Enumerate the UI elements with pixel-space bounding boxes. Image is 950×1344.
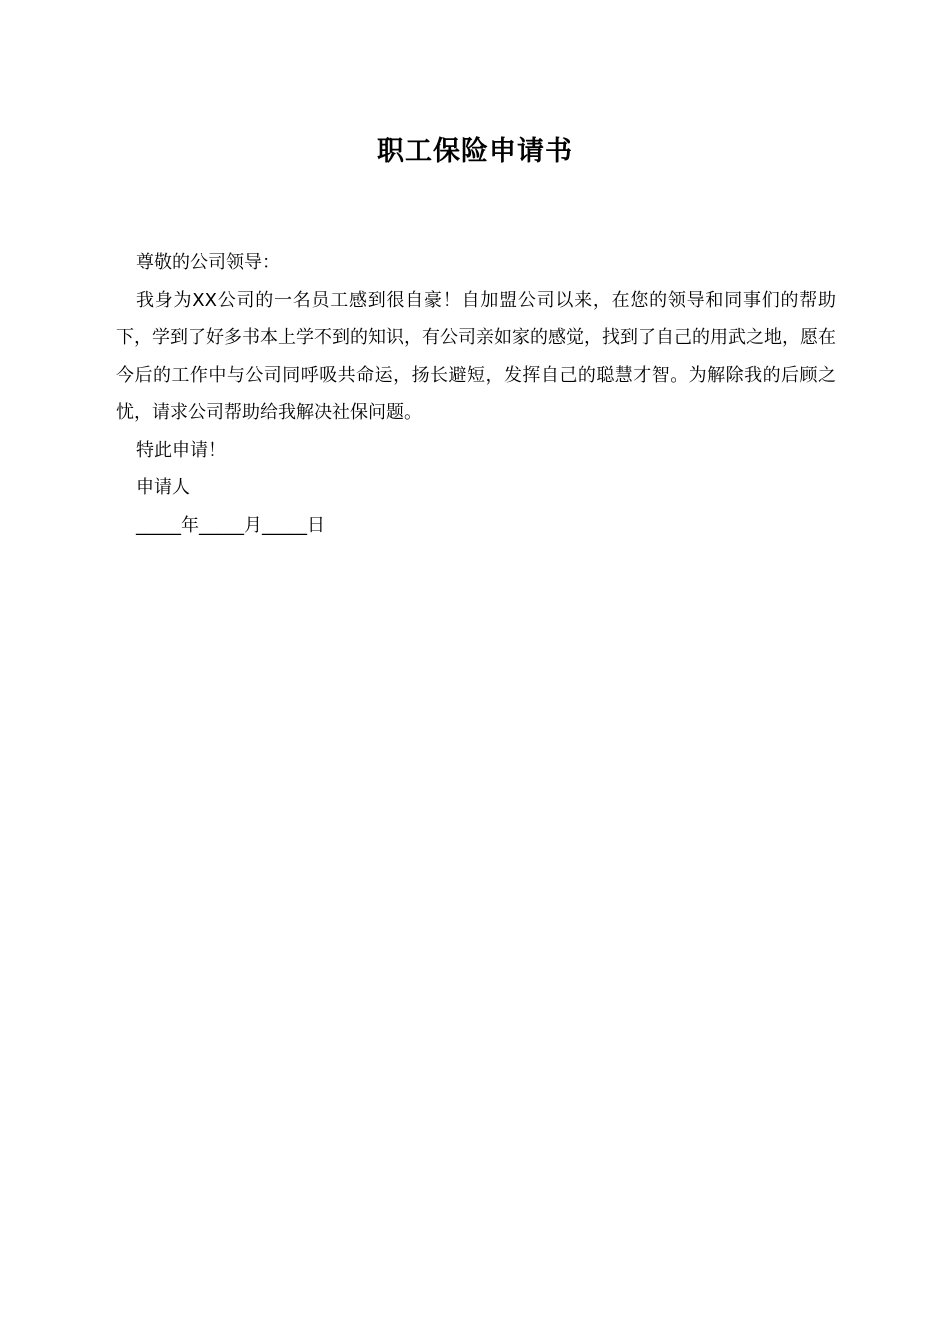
salutation: 尊敬的公司领导： (136, 252, 280, 273)
date-line: _____年_____月_____日 (136, 514, 325, 536)
applicant-label: 申请人 (136, 477, 190, 498)
closing-line: 特此申请！ (136, 439, 226, 461)
document-body (116, 244, 836, 544)
body-paragraph: 我身为XX公司的一名员工感到很自豪！自加盟公司以来，在您的领导和同事们的帮助下，学到了好多书本上学不到的知识，有公司亲如家的感觉，找到了自己的用武之地，愿在今后的工作中与公司同呼吸共命运，扬长避短，发挥自己的聪慧才智。为解除我的后顾之忧，请求公司帮助给我解决社保问题。 (116, 289, 836, 423)
document-title: 职工保险申请书 (377, 136, 573, 167)
